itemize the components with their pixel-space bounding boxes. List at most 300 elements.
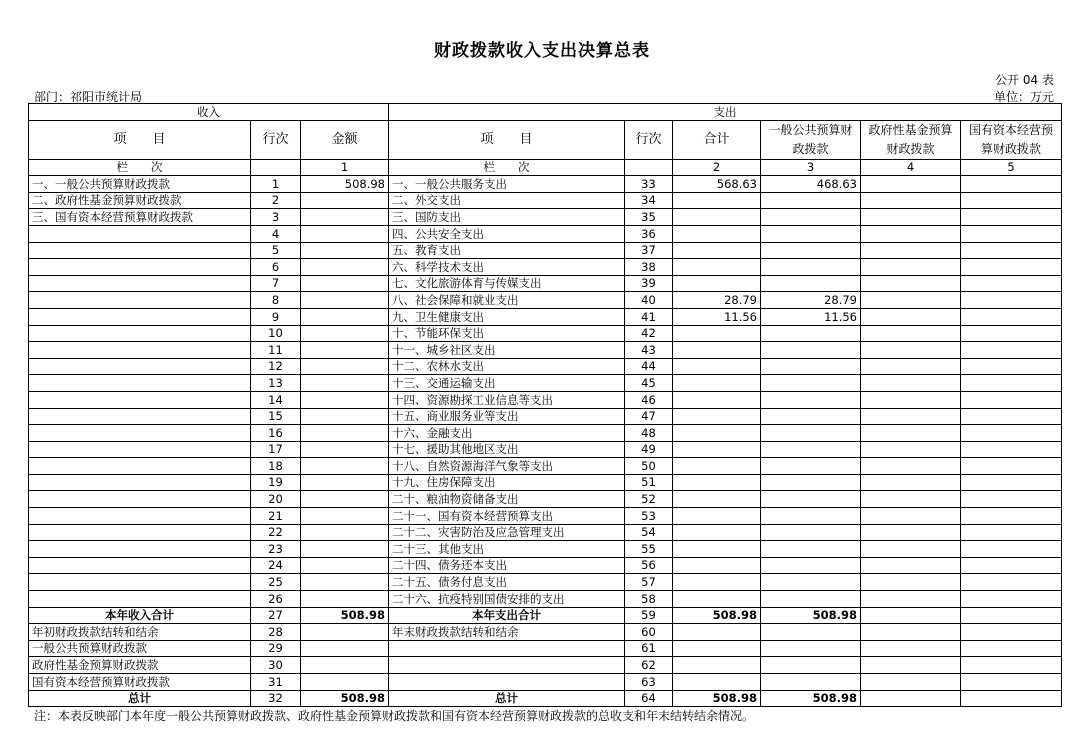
income-amount [301, 657, 389, 674]
expense-item: 二十四、债务还本支出 [389, 557, 625, 574]
income-amount [301, 209, 389, 226]
expense-item: 二十一、国有资本经营预算支出 [389, 508, 625, 525]
income-row-no: 21 [251, 508, 301, 525]
expense-section-header: 支出 [389, 104, 1062, 121]
income-row-no: 19 [251, 474, 301, 491]
expense-general [761, 541, 861, 558]
table-row [29, 308, 1062, 325]
expense-row-no: 61 [625, 640, 673, 657]
carryover-income-item: 一般公共预算财政拨款 [29, 640, 251, 657]
income-amount [301, 342, 389, 359]
expense-row-no: 41 [625, 308, 673, 325]
expense-item: 二十五、债务付息支出 [389, 574, 625, 591]
index-3: 3 [761, 159, 861, 176]
expense-state-capital [961, 242, 1062, 259]
table-row [29, 209, 1062, 226]
expense-fund [861, 292, 961, 309]
grand-total-general: 508.98 [761, 690, 861, 707]
income-row-no: 13 [251, 375, 301, 392]
carryover-row [29, 657, 1062, 674]
table-row [29, 358, 1062, 375]
expense-total [673, 491, 761, 508]
expense-item: 五、教育支出 [389, 242, 625, 259]
expense-item: 十一、城乡社区支出 [389, 342, 625, 359]
column-header-row [29, 120, 1062, 159]
income-row-no: 18 [251, 458, 301, 475]
expense-item: 八、社会保障和就业支出 [389, 292, 625, 309]
expense-item: 二十三、其他支出 [389, 541, 625, 558]
expense-row-no: 45 [625, 375, 673, 392]
index-4: 4 [861, 159, 961, 176]
expense-fund [861, 624, 961, 641]
table-row [29, 275, 1062, 292]
table-row [29, 176, 1062, 193]
expense-item: 七、文化旅游体育与传媒支出 [389, 275, 625, 292]
expense-state-capital [961, 259, 1062, 276]
col-income-row: 行次 [251, 120, 301, 159]
expense-item: 十、节能环保支出 [389, 325, 625, 342]
income-row-no: 11 [251, 342, 301, 359]
expense-total [673, 441, 761, 458]
expense-general [761, 192, 861, 209]
table-row [29, 425, 1062, 442]
expense-row-no: 37 [625, 242, 673, 259]
expense-state-capital [961, 474, 1062, 491]
income-amount [301, 541, 389, 558]
income-row-no: 26 [251, 591, 301, 608]
expense-general [761, 425, 861, 442]
expense-row-no: 62 [625, 657, 673, 674]
table-row [29, 325, 1062, 342]
income-row-no: 29 [251, 640, 301, 657]
expense-total [673, 375, 761, 392]
income-row-no: 14 [251, 391, 301, 408]
expense-state-capital [961, 308, 1062, 325]
expense-fund [861, 358, 961, 375]
expense-fund [861, 441, 961, 458]
income-item [29, 557, 251, 574]
col-fund-budget: 政府性基金预算财政拨款 [861, 120, 961, 159]
expense-fund [861, 308, 961, 325]
table-row [29, 557, 1062, 574]
expense-total: 11.56 [673, 308, 761, 325]
income-row-no: 23 [251, 541, 301, 558]
expense-fund [861, 557, 961, 574]
income-item [29, 242, 251, 259]
expense-total [673, 508, 761, 525]
expense-state-capital [961, 275, 1062, 292]
expense-general [761, 508, 861, 525]
income-row-no: 12 [251, 358, 301, 375]
expense-fund [861, 391, 961, 408]
expense-item: 六、科学技术支出 [389, 259, 625, 276]
expense-fund [861, 574, 961, 591]
expense-total [673, 574, 761, 591]
income-amount [301, 358, 389, 375]
expense-row-no: 46 [625, 391, 673, 408]
index-2: 2 [673, 159, 761, 176]
expense-state-capital [961, 391, 1062, 408]
income-row-no: 24 [251, 557, 301, 574]
expense-fund [861, 242, 961, 259]
grand-total-row [29, 690, 1062, 707]
grand-total-expense: 508.98 [673, 690, 761, 707]
expense-general: 11.56 [761, 308, 861, 325]
expense-fund [861, 640, 961, 657]
income-item [29, 458, 251, 475]
expense-state-capital [961, 624, 1062, 641]
expense-fund [861, 674, 961, 691]
income-amount [301, 624, 389, 641]
income-row-no: 31 [251, 674, 301, 691]
expense-fund [861, 508, 961, 525]
expense-total [673, 408, 761, 425]
expense-fund [861, 657, 961, 674]
expense-item: 十四、资源勘探工业信息等支出 [389, 391, 625, 408]
income-row-no: 6 [251, 259, 301, 276]
expense-state-capital [961, 425, 1062, 442]
expense-total [673, 342, 761, 359]
expense-state-capital [961, 458, 1062, 475]
carryover-income-item: 政府性基金预算财政拨款 [29, 657, 251, 674]
grand-total-expense-label: 总计 [389, 690, 625, 707]
expense-general [761, 441, 861, 458]
expense-state-capital [961, 541, 1062, 558]
income-amount [301, 441, 389, 458]
income-amount [301, 259, 389, 276]
year-expense-general: 508.98 [761, 607, 861, 624]
income-item [29, 342, 251, 359]
carryover-row [29, 640, 1062, 657]
expense-total [673, 524, 761, 541]
expense-row-no: 58 [625, 591, 673, 608]
expense-fund [861, 225, 961, 242]
expense-item: 十九、住房保障支出 [389, 474, 625, 491]
income-item [29, 474, 251, 491]
income-row-no: 25 [251, 574, 301, 591]
table-row [29, 541, 1062, 558]
expense-row-no: 48 [625, 425, 673, 442]
income-amount [301, 674, 389, 691]
expense-state-capital [961, 508, 1062, 525]
expense-general [761, 491, 861, 508]
expense-general [761, 640, 861, 657]
col-general-budget: 一般公共预算财政拨款 [761, 120, 861, 159]
expense-state-capital [961, 574, 1062, 591]
expense-item: 十二、农林水支出 [389, 358, 625, 375]
expense-general [761, 657, 861, 674]
income-row-no: 8 [251, 292, 301, 309]
expense-item: 十五、商业服务业等支出 [389, 408, 625, 425]
expense-state-capital [961, 640, 1062, 657]
column-index-row [29, 159, 1062, 176]
income-item [29, 491, 251, 508]
expense-fund [861, 425, 961, 442]
income-amount [301, 508, 389, 525]
expense-item: 二十二、灾害防治及应急管理支出 [389, 524, 625, 541]
expense-general [761, 375, 861, 392]
expense-total [673, 624, 761, 641]
income-row-no: 7 [251, 275, 301, 292]
income-item [29, 541, 251, 558]
expense-total [673, 425, 761, 442]
expense-item: 九、卫生健康支出 [389, 308, 625, 325]
expense-general [761, 408, 861, 425]
index-1: 1 [301, 159, 389, 176]
expense-total [673, 325, 761, 342]
expense-fund [861, 275, 961, 292]
expense-total [673, 242, 761, 259]
expense-fund [861, 491, 961, 508]
expense-total [673, 458, 761, 475]
income-amount [301, 591, 389, 608]
expense-fund [861, 607, 961, 624]
expense-general [761, 624, 861, 641]
expense-total [673, 640, 761, 657]
expense-row-no: 52 [625, 491, 673, 508]
expense-fund [861, 690, 961, 707]
expense-row-no: 49 [625, 441, 673, 458]
expense-state-capital [961, 358, 1062, 375]
index-empty [625, 159, 673, 176]
expense-total [673, 391, 761, 408]
expense-state-capital [961, 176, 1062, 193]
expense-general [761, 242, 861, 259]
expense-state-capital [961, 225, 1062, 242]
expense-row-no: 35 [625, 209, 673, 226]
expense-state-capital [961, 342, 1062, 359]
year-income-total-label: 本年收入合计 [29, 607, 251, 624]
expense-row-no: 44 [625, 358, 673, 375]
income-amount [301, 640, 389, 657]
col-state-capital-budget: 国有资本经营预算财政拨款 [961, 120, 1062, 159]
income-row-no: 32 [251, 690, 301, 707]
expense-row-no: 40 [625, 292, 673, 309]
table-row [29, 192, 1062, 209]
index-empty [251, 159, 301, 176]
income-item [29, 441, 251, 458]
income-row-no: 9 [251, 308, 301, 325]
income-item [29, 408, 251, 425]
table-row [29, 375, 1062, 392]
expense-total [673, 557, 761, 574]
income-row-no: 2 [251, 192, 301, 209]
form-number: 公开 04 表 [995, 73, 1054, 87]
carryover-row [29, 674, 1062, 691]
expense-fund [861, 408, 961, 425]
expense-row-no: 33 [625, 176, 673, 193]
index-label-expense: 栏 次 [389, 159, 625, 176]
income-amount [301, 308, 389, 325]
table-row [29, 524, 1062, 541]
income-item [29, 308, 251, 325]
expense-general [761, 458, 861, 475]
expense-state-capital [961, 375, 1062, 392]
expense-item: 四、公共安全支出 [389, 225, 625, 242]
expense-row-no: 63 [625, 674, 673, 691]
expense-total [673, 674, 761, 691]
expense-row-no: 51 [625, 474, 673, 491]
expense-general [761, 325, 861, 342]
expense-fund [861, 259, 961, 276]
expense-fund [861, 524, 961, 541]
expense-general [761, 524, 861, 541]
income-item: 三、国有资本经营预算财政拨款 [29, 209, 251, 226]
expense-total [673, 259, 761, 276]
expense-item: 二十六、抗疫特别国债安排的支出 [389, 591, 625, 608]
year-total-row [29, 607, 1062, 624]
expense-state-capital [961, 209, 1062, 226]
table-row [29, 474, 1062, 491]
expense-fund [861, 474, 961, 491]
expense-state-capital [961, 441, 1062, 458]
income-row-no: 15 [251, 408, 301, 425]
expense-general: 28.79 [761, 292, 861, 309]
expense-general [761, 358, 861, 375]
expense-row-no: 42 [625, 325, 673, 342]
income-amount [301, 375, 389, 392]
expense-row-no: 36 [625, 225, 673, 242]
table-row [29, 591, 1062, 608]
expense-state-capital [961, 491, 1062, 508]
expense-general [761, 557, 861, 574]
income-item [29, 508, 251, 525]
income-row-no: 4 [251, 225, 301, 242]
income-item [29, 391, 251, 408]
expense-general [761, 225, 861, 242]
expense-total [673, 541, 761, 558]
income-item [29, 225, 251, 242]
income-row-no: 17 [251, 441, 301, 458]
index-label-income: 栏 次 [29, 159, 251, 176]
expense-state-capital [961, 325, 1062, 342]
expense-fund [861, 541, 961, 558]
income-item: 一、一般公共预算财政拨款 [29, 176, 251, 193]
col-expense-item: 项 目 [389, 120, 625, 159]
expense-state-capital [961, 408, 1062, 425]
income-item [29, 292, 251, 309]
expense-general [761, 391, 861, 408]
expense-row-no: 38 [625, 259, 673, 276]
table-row [29, 242, 1062, 259]
expense-total [673, 591, 761, 608]
expense-fund [861, 176, 961, 193]
expense-row-no: 64 [625, 690, 673, 707]
table-row [29, 408, 1062, 425]
expense-item: 一、一般公共服务支出 [389, 176, 625, 193]
income-amount [301, 275, 389, 292]
expense-fund [861, 209, 961, 226]
expense-row-no: 60 [625, 624, 673, 641]
expense-total: 28.79 [673, 292, 761, 309]
carryover-expense-item [389, 657, 625, 674]
expense-fund [861, 591, 961, 608]
section-header-row [29, 104, 1062, 121]
income-item [29, 259, 251, 276]
income-section-header: 收入 [29, 104, 389, 121]
income-amount [301, 192, 389, 209]
col-income-amount: 金额 [301, 120, 389, 159]
year-expense-total-label: 本年支出合计 [389, 607, 625, 624]
expense-item: 二、外交支出 [389, 192, 625, 209]
table-row [29, 458, 1062, 475]
income-amount [301, 524, 389, 541]
expense-item: 十八、自然资源海洋气象等支出 [389, 458, 625, 475]
income-item [29, 524, 251, 541]
expense-general [761, 674, 861, 691]
fiscal-summary-table [28, 103, 1062, 707]
expense-row-no: 57 [625, 574, 673, 591]
income-row-no: 30 [251, 657, 301, 674]
expense-state-capital [961, 690, 1062, 707]
income-amount [301, 574, 389, 591]
grand-total-income-amount: 508.98 [301, 690, 389, 707]
income-amount [301, 225, 389, 242]
income-amount: 508.98 [301, 176, 389, 193]
expense-fund [861, 458, 961, 475]
income-item [29, 275, 251, 292]
expense-row-no: 43 [625, 342, 673, 359]
expense-total [673, 657, 761, 674]
income-amount [301, 458, 389, 475]
income-row-no: 1 [251, 176, 301, 193]
expense-row-no: 39 [625, 275, 673, 292]
expense-fund [861, 325, 961, 342]
income-item: 二、政府性基金预算财政拨款 [29, 192, 251, 209]
expense-general [761, 591, 861, 608]
carryover-expense-item [389, 674, 625, 691]
expense-row-no: 53 [625, 508, 673, 525]
expense-state-capital [961, 292, 1062, 309]
table-row [29, 491, 1062, 508]
income-row-no: 10 [251, 325, 301, 342]
income-row-no: 22 [251, 524, 301, 541]
expense-fund [861, 375, 961, 392]
expense-general [761, 209, 861, 226]
expense-item: 二十、粮油物资储备支出 [389, 491, 625, 508]
income-row-no: 27 [251, 607, 301, 624]
expense-row-no: 34 [625, 192, 673, 209]
income-item [29, 591, 251, 608]
table-row [29, 292, 1062, 309]
income-amount [301, 325, 389, 342]
table-row [29, 259, 1062, 276]
expense-state-capital [961, 674, 1062, 691]
table-row [29, 441, 1062, 458]
col-income-item: 项 目 [29, 120, 251, 159]
expense-general [761, 259, 861, 276]
expense-general [761, 275, 861, 292]
income-item [29, 425, 251, 442]
expense-general: 468.63 [761, 176, 861, 193]
table-row [29, 508, 1062, 525]
footnote: 注：本表反映部门本年度一般公共预算财政拨款、政府性基金预算财政拨款和国有资本经营预算财政拨款的总收支和年末结转结余情况。 [34, 709, 755, 723]
expense-state-capital [961, 192, 1062, 209]
income-row-no: 3 [251, 209, 301, 226]
col-expense-row: 行次 [625, 120, 673, 159]
income-item [29, 574, 251, 591]
table-row [29, 391, 1062, 408]
income-row-no: 5 [251, 242, 301, 259]
income-row-no: 28 [251, 624, 301, 641]
expense-item: 十七、援助其他地区支出 [389, 441, 625, 458]
unit-label: 单位：万元 [993, 90, 1054, 104]
year-expense-total: 508.98 [673, 607, 761, 624]
income-amount [301, 491, 389, 508]
income-amount [301, 408, 389, 425]
department-label: 部门：祁阳市统计局 [34, 90, 143, 104]
expense-item: 十三、交通运输支出 [389, 375, 625, 392]
